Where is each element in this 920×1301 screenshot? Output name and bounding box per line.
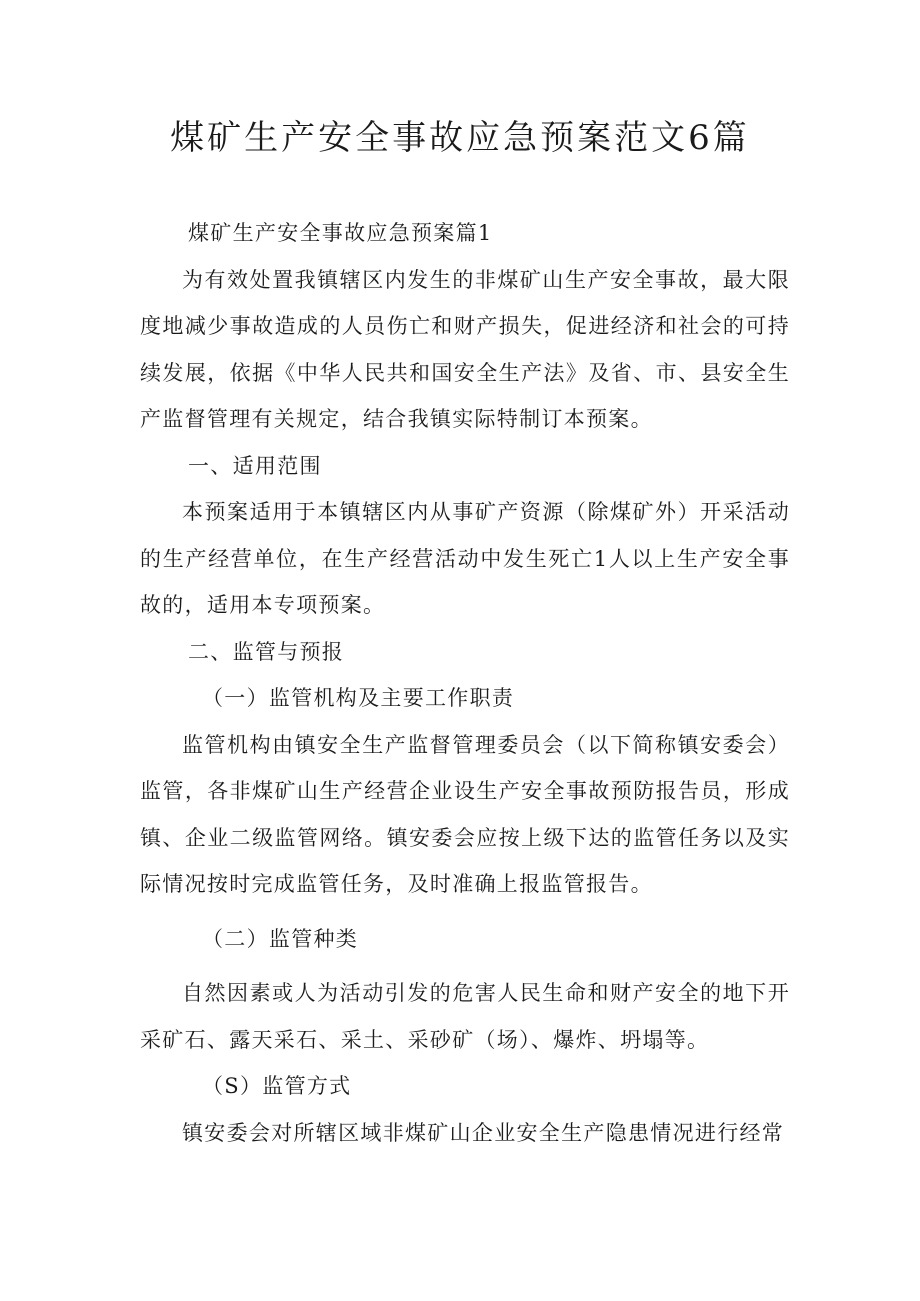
method-paragraph: 镇安委会对所辖区域非煤矿山企业安全生产隐患情况进行经常 (182, 1120, 785, 1145)
sub-heading-types: （二）监管种类 (202, 926, 359, 951)
document-title: 煤矿生产安全事故应急预案范文6篇 (170, 118, 750, 158)
agency-paragraph: 监管机构由镇安全生产监督管理委员会（以下简称镇安委会）监管，各非煤矿山生产经营企业设生产安全事故预防报告员，形成镇、企业二级监管网络。镇安委会应按上级下达的监管任务以及实际情况按时完成监管任务，及时准确上报监管报告。 (140, 732, 790, 896)
section-title: 煤矿生产安全事故应急预案篇1 (188, 221, 493, 245)
heading-supervision: 二、监管与预报 (188, 639, 345, 664)
sub-heading-method: （S）监管方式 (202, 1074, 352, 1098)
scope-paragraph: 本预案适用于本镇辖区内从事矿产资源（除煤矿外）开采活动的生产经营单位，在生产经营活动中发生死亡1人以上生产安全事故的，适用本专项预案。 (140, 500, 790, 617)
types-paragraph: 自然因素或人为活动引发的危害人民生命和财产安全的地下开采矿石、露天采石、采土、采砂矿（场）、爆炸、坍塌等。 (140, 981, 790, 1052)
document-body (140, 210, 790, 1156)
sub-heading-agency: （一）监管机构及主要工作职责 (202, 686, 515, 710)
intro-paragraph: 为有效处置我镇辖区内发生的非煤矿山生产安全事故，最大限度地减少事故造成的人员伤亡和财产损失，促进经济和社会的可持续发展，依据《中华人民共和国安全生产法》及省、市、县安全生产监督管理有关规定，结合我镇实际特制订本预案。 (140, 267, 790, 431)
heading-scope: 一、适用范围 (188, 453, 322, 478)
